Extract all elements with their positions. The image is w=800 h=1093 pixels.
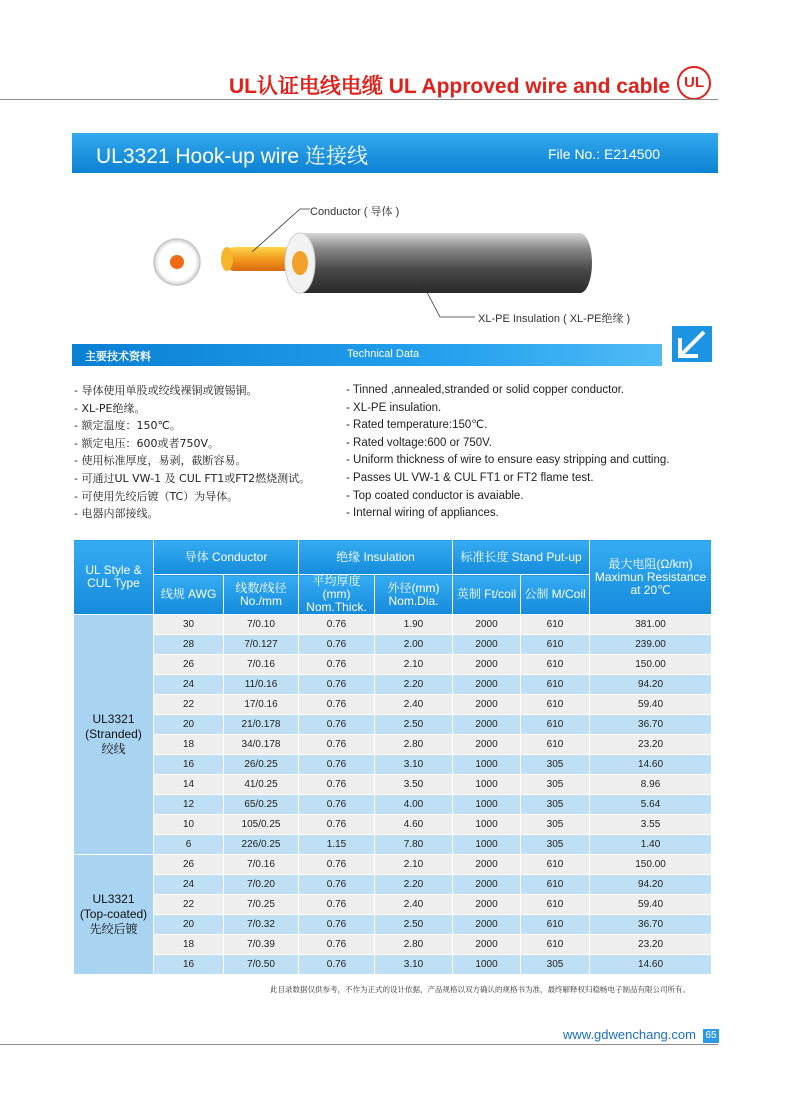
table-cell: 94.20 <box>590 675 712 695</box>
table-cell: 0.76 <box>299 775 375 795</box>
col-header-awg: 线规 AWG <box>154 575 224 615</box>
table-cell: 3.50 <box>375 775 453 795</box>
table-cell: 14.60 <box>590 755 712 775</box>
table-cell: 1000 <box>453 755 521 775</box>
table-cell: 226/0.25 <box>224 835 299 855</box>
table-cell: 20 <box>154 915 224 935</box>
table-cell: 4.60 <box>375 815 453 835</box>
table-cell: 305 <box>521 955 590 975</box>
table-cell: 28 <box>154 635 224 655</box>
insulation-jacket <box>300 233 592 293</box>
table-cell: 7/0.50 <box>224 955 299 975</box>
table-row <box>74 835 712 855</box>
table-cell: 150.00 <box>590 655 712 675</box>
table-row <box>74 775 712 795</box>
table-cell: 0.76 <box>299 935 375 955</box>
list-item: - 使用标准厚度，易剥，截断容易。 <box>74 452 310 470</box>
table-cell: 1.40 <box>590 835 712 855</box>
table-cell: 3.10 <box>375 755 453 775</box>
table-cell: 1000 <box>453 835 521 855</box>
table-cell: 7/0.10 <box>224 615 299 635</box>
table-cell: 14.60 <box>590 955 712 975</box>
list-item: - Tinned ,annealed,stranded or solid copper conductor. <box>346 382 669 400</box>
table-cell: 2000 <box>453 935 521 955</box>
ul-logo-icon: UL <box>677 66 711 100</box>
table-cell: 7/0.25 <box>224 895 299 915</box>
table-cell: 4.00 <box>375 795 453 815</box>
table-cell: 305 <box>521 815 590 835</box>
table-cell: 36.70 <box>590 715 712 735</box>
table-cell: 610 <box>521 915 590 935</box>
specification-table <box>73 539 712 975</box>
table-cell: 2000 <box>453 715 521 735</box>
table-cell: 2.50 <box>375 715 453 735</box>
table-cell: 59.40 <box>590 695 712 715</box>
table-cell: 0.76 <box>299 795 375 815</box>
table-row <box>74 615 712 635</box>
table-cell: 0.76 <box>299 915 375 935</box>
list-item: - 额定温度：150℃。 <box>74 417 310 435</box>
table-cell: 2000 <box>453 675 521 695</box>
bullet-list-en <box>346 382 669 523</box>
table-cell: 2.50 <box>375 915 453 935</box>
table-cell: 2.10 <box>375 855 453 875</box>
table-row <box>74 755 712 775</box>
table-cell: 0.76 <box>299 735 375 755</box>
table-cell: 34/0.178 <box>224 735 299 755</box>
table-cell: 2.00 <box>375 635 453 655</box>
table-cell: 26/0.25 <box>224 755 299 775</box>
group-label: UL3321 (Stranded) 绞线 <box>74 615 154 855</box>
table-cell: 5.64 <box>590 795 712 815</box>
list-item: - Rated temperature:150℃. <box>346 417 669 435</box>
table-cell: 12 <box>154 795 224 815</box>
product-title: UL3321 Hook-up wire 连接线 <box>96 145 368 168</box>
table-cell: 2000 <box>453 615 521 635</box>
website-link[interactable]: www.gdwenchang.com <box>563 1027 696 1042</box>
table-cell: 16 <box>154 755 224 775</box>
table-cell: 2.80 <box>375 735 453 755</box>
col-header-m-coil: 公制 M/Coil <box>521 575 590 615</box>
table-cell: 2.80 <box>375 935 453 955</box>
table-cell: 0.76 <box>299 615 375 635</box>
table-row <box>74 915 712 935</box>
table-cell: 59.40 <box>590 895 712 915</box>
table-row <box>74 655 712 675</box>
table-cell: 1000 <box>453 775 521 795</box>
table-cell: 7/0.32 <box>224 915 299 935</box>
table-body <box>74 615 712 975</box>
table-cell: 0.76 <box>299 875 375 895</box>
list-item: - Internal wiring of appliances. <box>346 505 669 523</box>
technical-data-title-cn: 主要技术资料 <box>85 350 151 363</box>
table-cell: 610 <box>521 635 590 655</box>
table-cell: 36.70 <box>590 915 712 935</box>
table-row <box>74 735 712 755</box>
table-cell: 7/0.39 <box>224 935 299 955</box>
table-row <box>74 955 712 975</box>
group-label: UL3321 (Top-coated) 先绞后镀 <box>74 855 154 975</box>
table-cell: 381.00 <box>590 615 712 635</box>
table-cell: 8.96 <box>590 775 712 795</box>
col-header-diameter: 外径(mm) Nom.Dia. <box>375 575 453 615</box>
table-cell: 1.90 <box>375 615 453 635</box>
table-cell: 0.76 <box>299 695 375 715</box>
col-header-conductor: 导体 Conductor <box>154 540 299 575</box>
table-row <box>74 875 712 895</box>
table-row <box>74 895 712 915</box>
table-cell: 610 <box>521 735 590 755</box>
table-cell: 2.40 <box>375 895 453 915</box>
list-item: - 可使用先绞后镀（TC）为导体。 <box>74 488 310 506</box>
table-row <box>74 935 712 955</box>
table-cell: 22 <box>154 695 224 715</box>
list-item: - Rated voltage:600 or 750V. <box>346 435 669 453</box>
table-cell: 41/0.25 <box>224 775 299 795</box>
table-cell: 0.76 <box>299 635 375 655</box>
table-cell: 0.76 <box>299 655 375 675</box>
table-cell: 23.20 <box>590 735 712 755</box>
table-cell: 22 <box>154 895 224 915</box>
table-cell: 610 <box>521 675 590 695</box>
list-item: - 导体使用单股或绞线裸铜或镀锡铜。 <box>74 382 310 400</box>
table-cell: 2000 <box>453 855 521 875</box>
col-header-strand: 线数/线径 No./mm <box>224 575 299 615</box>
table-cell: 17/0.16 <box>224 695 299 715</box>
table-cell: 0.76 <box>299 675 375 695</box>
table-cell: 1000 <box>453 955 521 975</box>
arrow-down-left-icon <box>662 322 718 366</box>
insulation-label: XL-PE Insulation ( XL-PE绝缘 ) <box>478 313 631 325</box>
table-cell: 305 <box>521 835 590 855</box>
list-item: - XL-PE绝缘。 <box>74 400 310 418</box>
table-row <box>74 695 712 715</box>
file-number: File No.: E214500 <box>548 146 661 162</box>
table-cell: 6 <box>154 835 224 855</box>
table-cell: 26 <box>154 855 224 875</box>
table-cell: 610 <box>521 855 590 875</box>
list-item: - Top coated conductor is avaiable. <box>346 488 669 506</box>
table-cell: 94.20 <box>590 875 712 895</box>
table-cell: 610 <box>521 935 590 955</box>
table-cell: 2000 <box>453 915 521 935</box>
table-cell: 2.10 <box>375 655 453 675</box>
table-cell: 610 <box>521 895 590 915</box>
list-item: - 电器内部接线。 <box>74 505 310 523</box>
table-cell: 2000 <box>453 655 521 675</box>
table-cell: 11/0.16 <box>224 675 299 695</box>
technical-data-title-en: Technical Data <box>347 348 420 360</box>
table-row <box>74 815 712 835</box>
page-number: 65 <box>703 1029 719 1043</box>
table-cell: 14 <box>154 775 224 795</box>
list-item: - Passes UL VW-1 & CUL FT1 or FT2 flame test. <box>346 470 669 488</box>
table-cell: 1000 <box>453 815 521 835</box>
table-cell: 610 <box>521 875 590 895</box>
page-header-title: UL认证电线电缆 UL Approved wire and cable <box>228 75 670 98</box>
table-cell: 24 <box>154 875 224 895</box>
table-cell: 7/0.20 <box>224 875 299 895</box>
table-cell: 0.76 <box>299 955 375 975</box>
table-cell: 7.80 <box>375 835 453 855</box>
table-cell: 2000 <box>453 895 521 915</box>
table-cell: 26 <box>154 655 224 675</box>
table-cell: 21/0.178 <box>224 715 299 735</box>
conductor-label: Conductor ( 导体 ) <box>310 206 400 218</box>
col-header-resistance: 最大电阻(Ω/km) Maximun Resistance at 20℃ <box>590 540 712 615</box>
table-cell: 3.55 <box>590 815 712 835</box>
bullet-list-cn <box>74 382 310 523</box>
table-cell: 2000 <box>453 875 521 895</box>
table-cell: 7/0.16 <box>224 655 299 675</box>
header-divider <box>0 99 718 100</box>
table-cell: 7/0.16 <box>224 855 299 875</box>
table-cell: 0.76 <box>299 855 375 875</box>
table-cell: 0.76 <box>299 895 375 915</box>
table-cell: 2000 <box>453 635 521 655</box>
disclaimer-note: 此目录数据仅供参考，不作为正式的设计依据，产品规格以双方确认的规格书为准，最终解释权归稳畅电子制品有限公司所有。 <box>270 985 690 994</box>
table-cell: 23.20 <box>590 935 712 955</box>
table-row <box>74 855 712 875</box>
table-cell: 20 <box>154 715 224 735</box>
table-row <box>74 635 712 655</box>
table-cell: 2.40 <box>375 695 453 715</box>
footer-divider <box>0 1044 718 1045</box>
list-item: - 可通过UL VW-1 及 CUL FT1或FT2燃烧测试。 <box>74 470 310 488</box>
table-cell: 1.15 <box>299 835 375 855</box>
list-item: - Uniform thickness of wire to ensure easy stripping and cutting. <box>346 452 669 470</box>
table-cell: 105/0.25 <box>224 815 299 835</box>
table-cell: 2.20 <box>375 875 453 895</box>
table-row <box>74 675 712 695</box>
cable-illustration <box>140 195 660 325</box>
table-cell: 1000 <box>453 795 521 815</box>
table-cell: 3.10 <box>375 955 453 975</box>
col-header-style: UL Style & CUL Type <box>74 540 154 615</box>
table-cell: 18 <box>154 735 224 755</box>
list-item: - 额定电压：600或者750V。 <box>74 435 310 453</box>
table-row <box>74 795 712 815</box>
col-header-thickness: 平均厚度(mm) Nom.Thick. <box>299 575 375 615</box>
table-cell: 150.00 <box>590 855 712 875</box>
table-cell: 305 <box>521 755 590 775</box>
table-cell: 2000 <box>453 735 521 755</box>
table-cell: 2000 <box>453 695 521 715</box>
col-header-put-up: 标准长度 Stand Put-up <box>453 540 590 575</box>
table-cell: 0.76 <box>299 815 375 835</box>
table-cell: 24 <box>154 675 224 695</box>
table-cell: 305 <box>521 775 590 795</box>
table-cell: 16 <box>154 955 224 975</box>
table-cell: 610 <box>521 715 590 735</box>
table-cell: 610 <box>521 615 590 635</box>
table-cell: 239.00 <box>590 635 712 655</box>
table-cell: 610 <box>521 655 590 675</box>
table-cell: 18 <box>154 935 224 955</box>
table-cell: 610 <box>521 695 590 715</box>
corner-arrow-box <box>662 322 718 366</box>
col-header-ft-coil: 英制 Ft/coil <box>453 575 521 615</box>
cross-section-icon <box>154 239 200 285</box>
table-cell: 10 <box>154 815 224 835</box>
table-cell: 65/0.25 <box>224 795 299 815</box>
table-cell: 30 <box>154 615 224 635</box>
table-cell: 305 <box>521 795 590 815</box>
table-cell: 2.20 <box>375 675 453 695</box>
table-row <box>74 715 712 735</box>
table-cell: 7/0.127 <box>224 635 299 655</box>
col-header-insulation: 绝缘 Insulation <box>299 540 453 575</box>
list-item: - XL-PE insulation. <box>346 400 669 418</box>
table-cell: 0.76 <box>299 755 375 775</box>
table-cell: 0.76 <box>299 715 375 735</box>
